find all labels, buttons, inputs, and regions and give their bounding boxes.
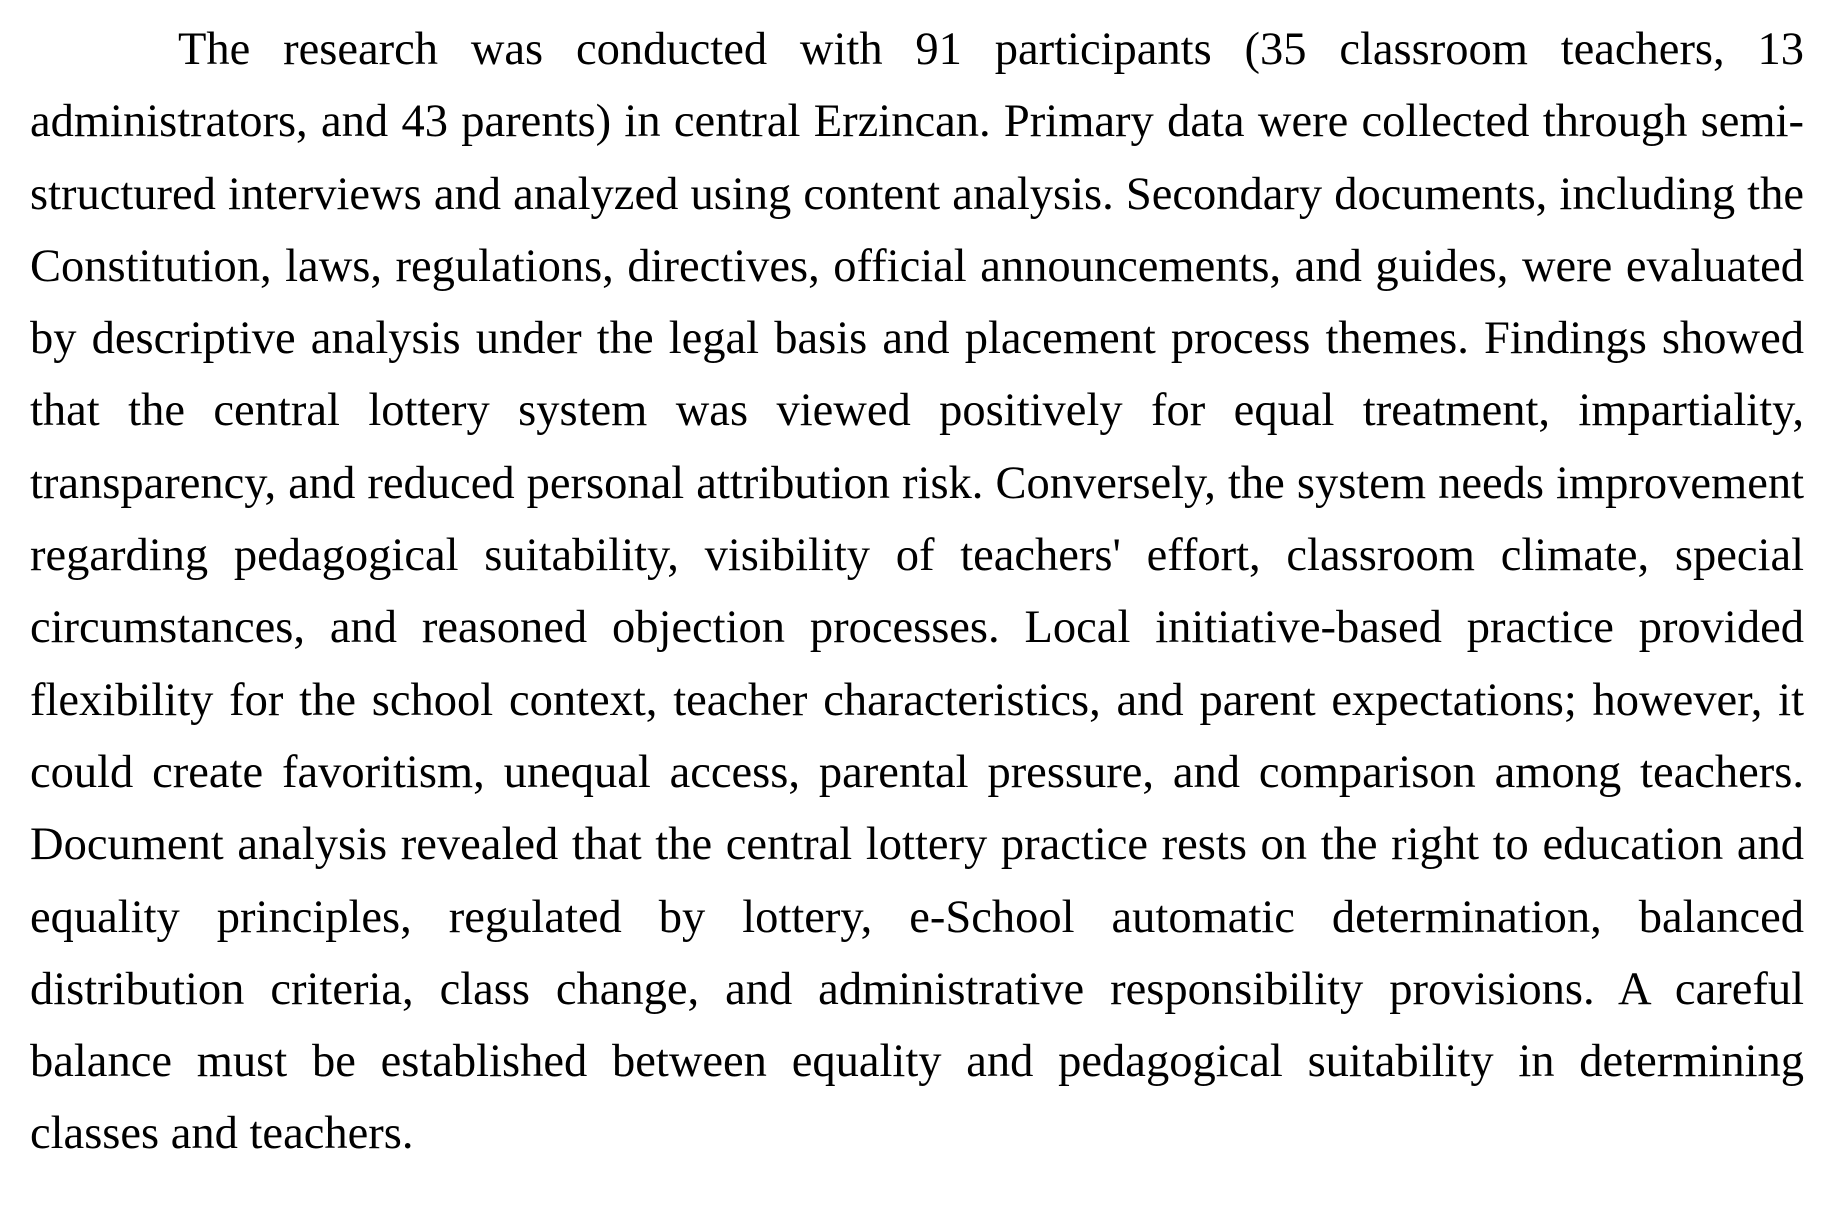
abstract-paragraph: The research was conducted with 91 participants (35 classroom teachers, 13 administrators, and 43 parents) in central Erzincan. Primary data were collected through semi-structured interviews and analyzed using content analysis. Secondary documents, including the Constitution, laws, regulations, directives, official announcements, and guides, were evaluated by descriptive analysis under the legal basis and placement process themes. Findings showed that the central lottery system was viewed positively for equal treatment, impartiality, transparency, and reduced personal attribution risk. Conversely, the system needs improvement regarding pedagogical suitability, visibility of teachers' effort, classroom climate, special circumstances, and reasoned objection processes. Local initiative-based practice provided flexibility for the school context, teacher characteristics, and parent expectations; however, it could create favoritism, unequal access, parental pressure, and comparison among teachers. Document analysis revealed that the central lottery practice rests on the right to education and equality principles, regulated by lottery, e-School automatic determination, balanced distribution criteria, class change, and administrative responsibility provisions. A careful balance must be established between equality and pedagogical suitability in determining classes and teachers. [30,24,1804,1160]
